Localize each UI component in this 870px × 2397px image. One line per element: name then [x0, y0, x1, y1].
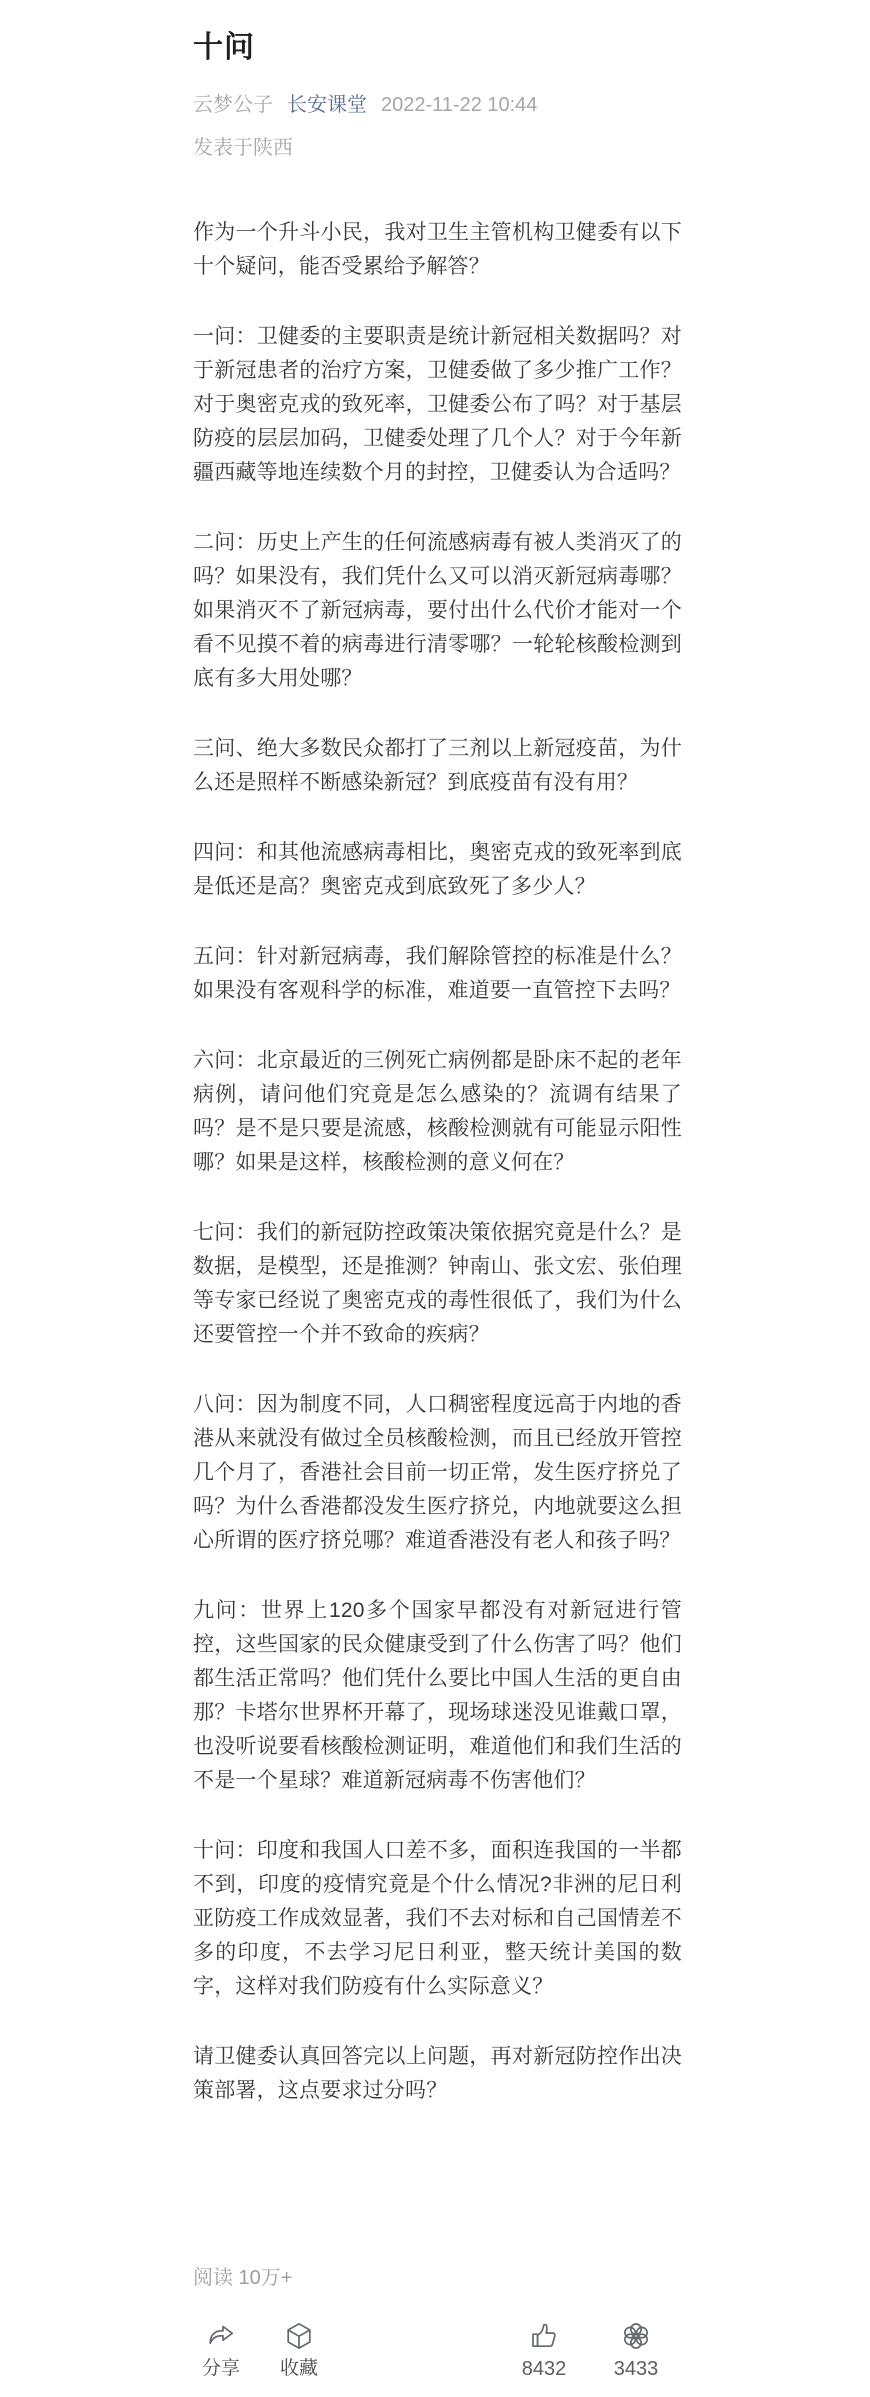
favorite-label: 收藏: [279, 2358, 318, 2379]
wow-count: 3433: [613, 2358, 659, 2380]
blossom-wow-icon: [620, 2320, 652, 2352]
article-footer: [193, 2265, 682, 2381]
article-paragraph: 请卫健委认真回答完以上问题，再对新冠防控作出决策部署，这点要求过分吗？: [193, 2045, 682, 2102]
article-meta: [193, 92, 682, 118]
action-bar: [193, 2320, 682, 2381]
favorite-button[interactable]: [271, 2320, 327, 2381]
article-paragraph: 五问：针对新冠病毒，我们解除管控的标准是什么？如果没有客观科学的标准，难道要一直管控下去吗？: [193, 945, 682, 1002]
article-paragraph: 七问：我们的新冠防控政策决策依据究竟是什么？是数据，是模型，还是推测？钟南山、张文宏、张伯理等专家已经说了奥密克戎的毒性很低了，我们为什么还要管控一个并不致命的疾病？: [193, 1221, 682, 1346]
share-label: 分享: [201, 2358, 240, 2379]
share-arrow-icon: [205, 2320, 237, 2352]
account-name-link[interactable]: 长安课堂: [287, 94, 367, 116]
cube-icon: [283, 2320, 315, 2352]
author-name: 云梦公子: [193, 94, 273, 116]
article-paragraph: 一问：卫健委的主要职责是统计新冠相关数据吗？对于新冠患者的治疗方案，卫健委做了多少推广工作？对于奥密克戎的致死率，卫健委公布了吗？对于基层防疫的层层加码，卫健委处理了几个人？对于今年新疆西藏等地连续数个月的封控，卫健委认为合适吗？: [193, 325, 682, 484]
page-title: 十问: [193, 31, 255, 64]
like-count: 8432: [521, 2358, 567, 2380]
publish-location: 发表于陕西: [193, 137, 293, 159]
article-paragraph: 八问：因为制度不同，人口稠密程度远高于内地的香港从来就没有做过全员核酸检测，而且已经放开管控几个月了，香港社会目前一切正常，发生医疗挤兑了吗？为什么香港都没发生医疗挤兑，内地就要这么担心所谓的医疗挤兑哪？难道香港没有老人和孩子吗？: [193, 1393, 682, 1552]
article-paragraph: 二问：历史上产生的任何流感病毒有被人类消灭了的吗？如果没有，我们凭什么又可以消灭新冠病毒哪？如果消灭不了新冠病毒，要付出什么代价才能对一个看不见摸不着的病毒进行清零哪？一轮轮核酸检测到底有多大用处哪？: [193, 531, 682, 690]
article-paragraph: 六问：北京最近的三例死亡病例都是卧床不起的老年病例，请问他们究竟是怎么感染的？流调有结果了吗？是不是只要是流感，核酸检测就有可能显示阳性哪？如果是这样，核酸检测的意义何在？: [193, 1049, 682, 1174]
read-count: 阅读 10万+: [193, 2267, 293, 2289]
article-paragraph: 九问：世界上120多个国家早都没有对新冠进行管控，这些国家的民众健康受到了什么伤害了吗？他们都生活正常吗？他们凭什么要比中国人生活的更自由那？卡塔尔世界杯开幕了，现场球迷没见谁戴口罩，也没听说要看核酸检测证明，难道他们和我们生活的不是一个星球？难道新冠病毒不伤害他们？: [193, 1599, 682, 1792]
thumbs-up-icon: [528, 2320, 560, 2352]
share-button[interactable]: [193, 2320, 249, 2381]
action-bar-right: [516, 2320, 664, 2381]
wow-button[interactable]: [608, 2320, 664, 2381]
publish-time: 2022-11-22 10:44: [381, 94, 538, 116]
article-body: [193, 216, 682, 2108]
article-paragraph: 三问、绝大多数民众都打了三剂以上新冠疫苗，为什么还是照样不断感染新冠？到底疫苗有没有用？: [193, 737, 682, 794]
article-paragraph: 十问：印度和我国人口差不多，面积连我国的一半都不到，印度的疫情究竟是个什么情况?非洲的尼日利亚防疫工作成效显著，我们不去对标和自己国情差不多的印度，不去学习尼日利亚，整天统计美国的数字，这样对我们防疫有什么实际意义？: [193, 1839, 682, 1998]
article-paragraph: 作为一个升斗小民，我对卫生主管机构卫健委有以下十个疑问，能否受累给予解答？: [193, 221, 682, 278]
like-button[interactable]: [516, 2320, 572, 2381]
article-paragraph: 四问：和其他流感病毒相比，奥密克戎的致死率到底是低还是高？奥密克戎到底致死了多少人？: [193, 841, 682, 898]
